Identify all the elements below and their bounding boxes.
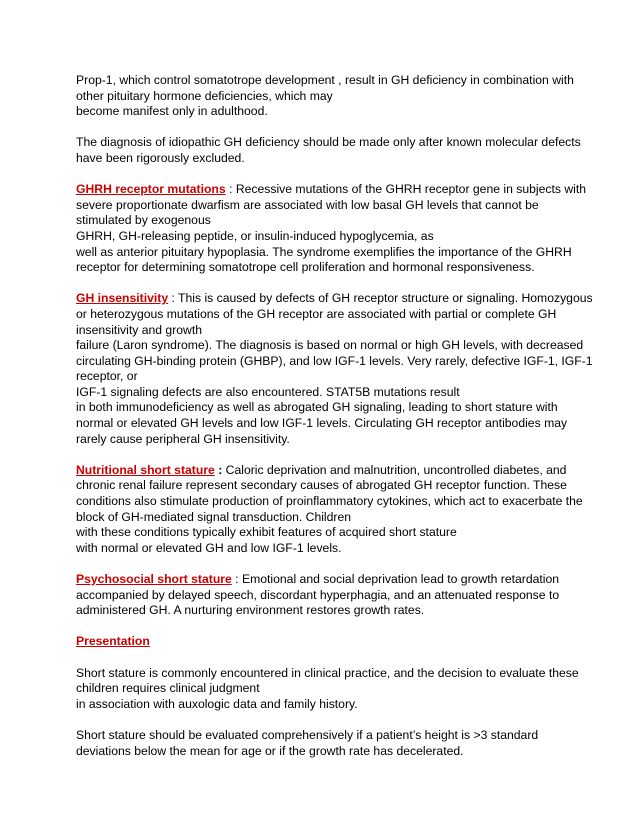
text-line: insensitivity and growth (76, 322, 202, 337)
text-line: other pituitary hormone deficiencies, which may (76, 88, 333, 103)
text-line: GHRH, GH-releasing peptide, or insulin-induced hypoglycemia, as (76, 228, 434, 243)
text-run: : Recessive mutations of the GHRH receptor gene in subjects with (225, 182, 587, 197)
text-line: children requires clinical judgment (76, 681, 260, 696)
section-psychosocial-short-stature (76, 572, 572, 619)
text-line: with these conditions typically exhibit features of acquired short stature (76, 525, 457, 540)
text-run: Caloric deprivation and malnutrition, uncontrolled diabetes, and (222, 462, 567, 477)
document-page (76, 73, 593, 775)
text-run: : This is caused by defects of GH receptor structure or signaling. Homozygous (168, 291, 593, 306)
section-ghrh-receptor-mutations (76, 182, 587, 276)
text-line: circulating GH-binding protein (GHBP), and low IGF-1 levels. Very rarely, defective IGF-1, IGF-1 (76, 353, 593, 368)
text-line (76, 634, 572, 650)
text-line (76, 291, 593, 307)
text-line: conditions also stimulate production of proinflammatory cytokines, which act to exacerbate the (76, 494, 583, 509)
section-heading-ghrh-receptor-mutations: GHRH receptor mutations (76, 182, 226, 197)
text-line (76, 182, 587, 198)
text-line: stimulated by exogenous (76, 213, 211, 228)
text-line: Short stature should be evaluated comprehensively if a patient’s height is >3 standard (76, 727, 539, 742)
text-line: normal or elevated GH levels and low IGF-1 levels. Circulating GH receptor antibodies may (76, 416, 568, 431)
text-line: The diagnosis of idiopathic GH deficiency should be made only after known molecular defects (76, 135, 581, 150)
section-heading-presentation: Presentation (76, 634, 150, 649)
section-heading-psychosocial-short-stature: Psychosocial short stature (76, 572, 232, 586)
text-line: accompanied by delayed speech, discordant hyperphagia, and an attenuated response to (76, 587, 560, 602)
text-line: or heterozygous mutations of the GH receptor are associated with partial or complete GH (76, 306, 557, 321)
text-line (76, 572, 572, 588)
text-line: in association with auxologic data and family history. (76, 696, 358, 711)
paragraph-prop1 (76, 73, 572, 120)
section-presentation (76, 634, 572, 650)
text-line: administered GH. A nurturing environment restores growth rates. (76, 603, 425, 618)
text-line: become manifest only in adulthood. (76, 104, 268, 119)
paragraph-short-stature-criteria (76, 728, 572, 759)
text-line: receptor for determining somatotrope cell proliferation and hormonal responsiveness. (76, 260, 535, 275)
text-line: IGF-1 signaling defects are also encountered. STAT5B mutations result (76, 384, 460, 399)
paragraph-diagnosis (76, 135, 581, 166)
text-line: have been rigorously excluded. (76, 150, 245, 165)
section-heading-gh-insensitivity: GH insensitivity (76, 291, 169, 306)
section-heading-nutritional-short-stature: Nutritional short stature (76, 462, 215, 477)
text-line: deviations below the mean for age or if the growth rate has decelerated. (76, 743, 464, 758)
text-line: rarely cause peripheral GH insensitivity. (76, 431, 290, 446)
text-line: Prop-1, which control somatotrope development , result in GH deficiency in combination with (76, 73, 574, 87)
text-line: with normal or elevated GH and low IGF-1 levels. (76, 540, 342, 555)
text-line: receptor, or (76, 369, 138, 384)
text-line: chronic renal failure represent secondary causes of abrogated GH receptor function. These (76, 478, 567, 493)
text-line: severe proportionate dwarfism are associated with low basal GH levels that cannot be (76, 197, 539, 212)
text-line: failure (Laron syndrome). The diagnosis is based on normal or high GH levels, with decreased (76, 338, 584, 353)
text-line: block of GH-mediated signal transduction. Children (76, 509, 352, 524)
section-nutritional-short-stature (76, 462, 583, 557)
text-run: : Emotional and social deprivation lead to growth retardation (231, 572, 560, 586)
section-gh-insensitivity (76, 291, 593, 447)
text-line: Short stature is commonly encountered in clinical practice, and the decision to evaluate these (76, 665, 579, 680)
text-line: well as anterior pituitary hypoplasia. The syndrome exemplifies the importance of the GHRH (76, 244, 572, 259)
text-line: in both immunodeficiency as well as abrogated GH signaling, leading to short stature with (76, 400, 558, 415)
text-line (76, 463, 572, 479)
text-run: : (214, 462, 223, 477)
paragraph-short-stature-evaluation (76, 665, 579, 713)
